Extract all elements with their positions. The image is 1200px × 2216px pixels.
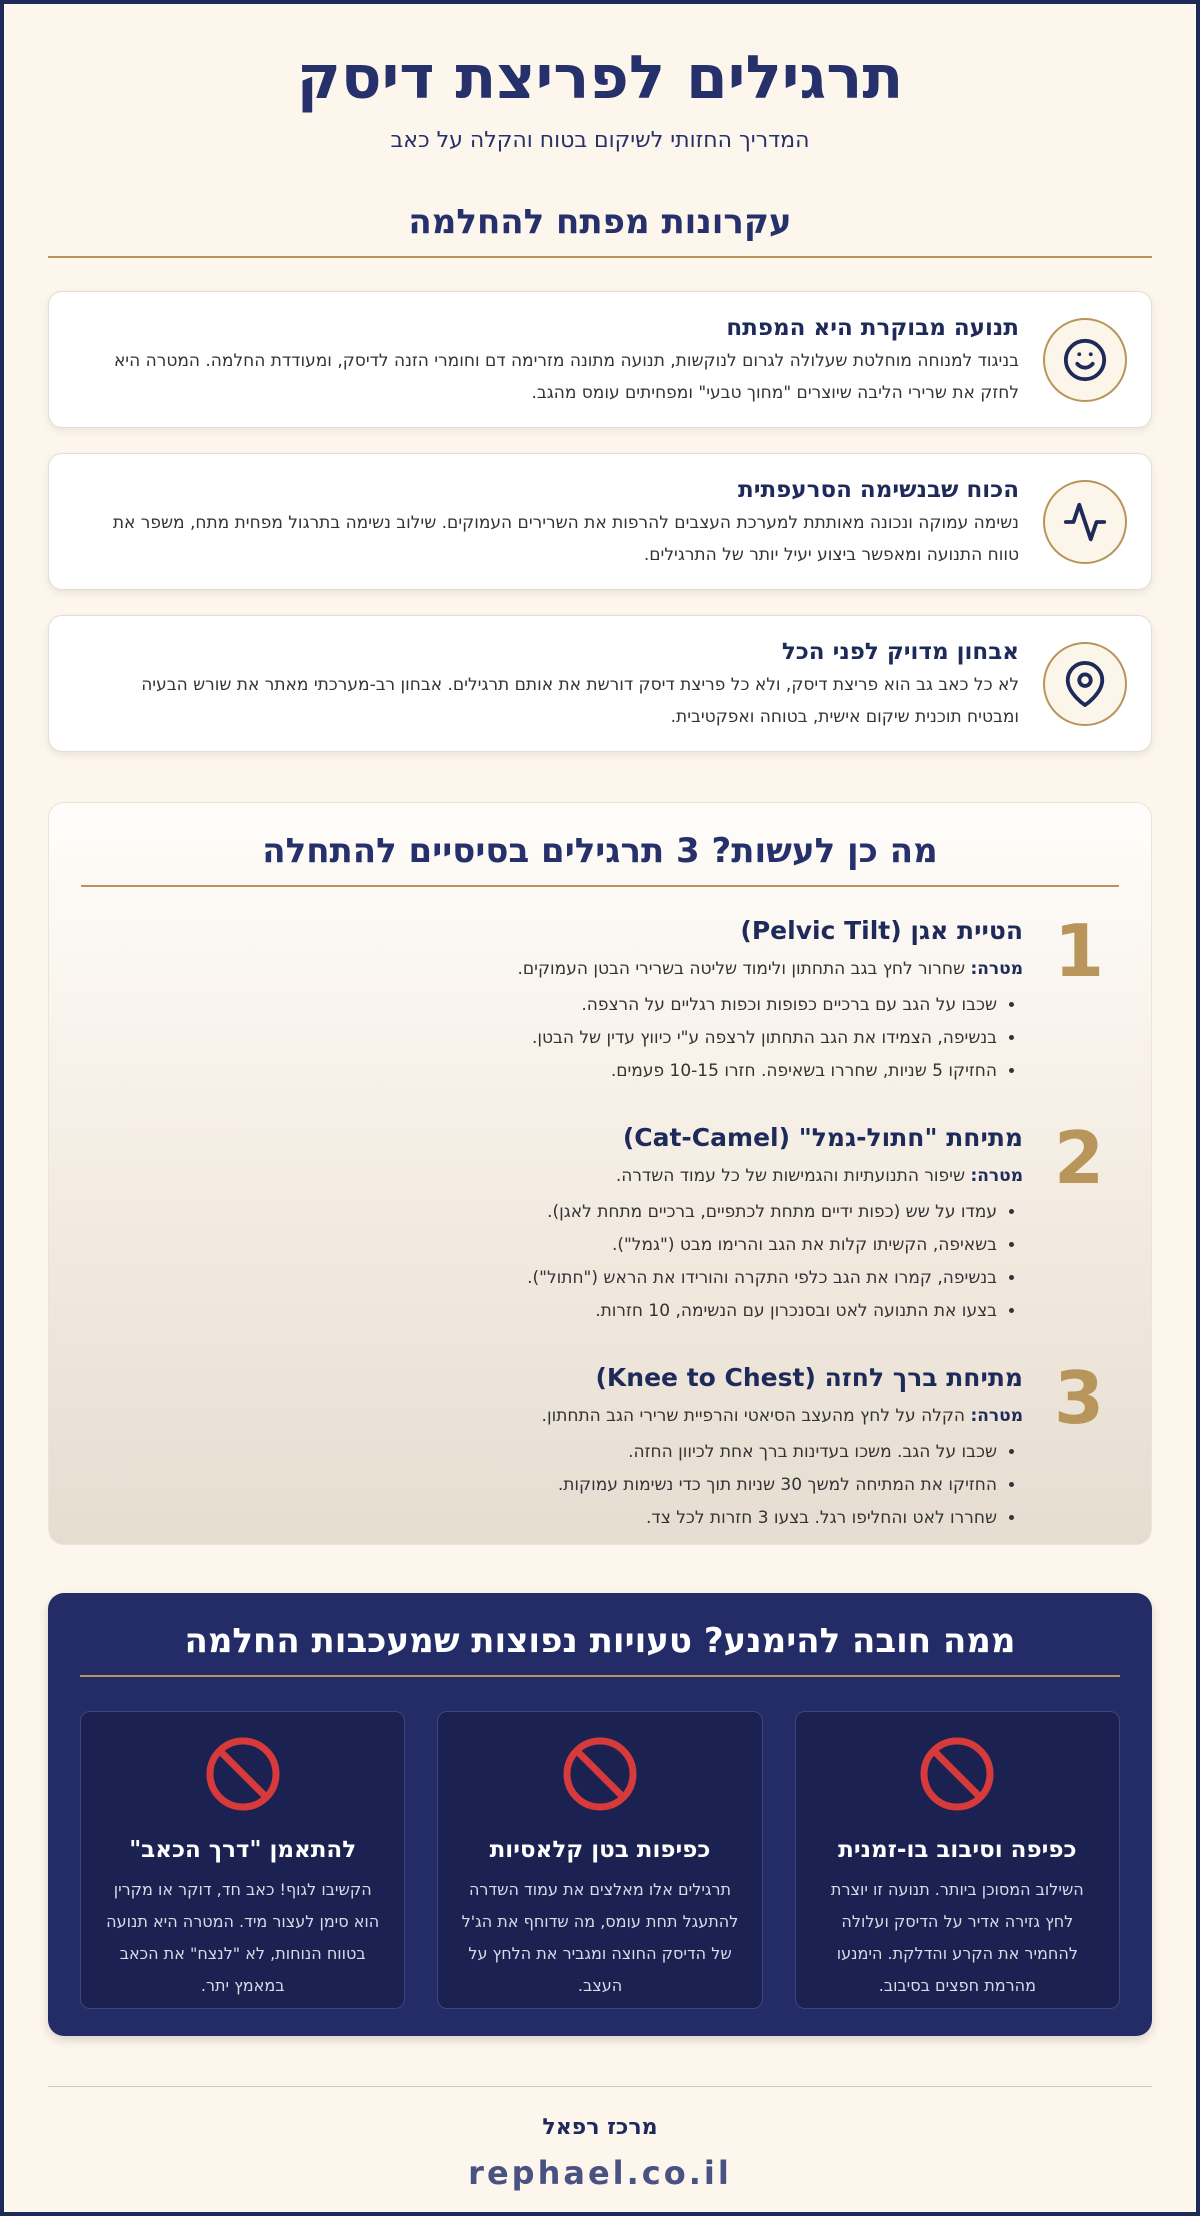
mistakes-section bbox=[48, 1593, 1152, 2036]
footer-divider bbox=[48, 2086, 1152, 2087]
exercise-number: 1 bbox=[1053, 909, 1105, 993]
page-subtitle: המדריך החזותי לשיקום בטוח והקלה על כאב bbox=[390, 128, 810, 153]
principle-card bbox=[48, 291, 1152, 428]
footer-website-link[interactable]: rephael.co.il bbox=[468, 2154, 732, 2192]
list-item: • שכבו על הגב. משכו בעדינות ברך אחת לכיוון החזה. bbox=[81, 1436, 997, 1469]
divider bbox=[48, 256, 1152, 258]
list-item: • החזיקו את המתיחה למשך 30 שניות תוך כדי נשימות עמוקות. bbox=[81, 1469, 997, 1502]
ban-icon bbox=[818, 1736, 1097, 1812]
mistake-card bbox=[437, 1711, 762, 2009]
location-pin-icon bbox=[1043, 642, 1127, 726]
list-item: • שחררו לאט והחליפו רגל. בצעו 3 חזרות לכל צד. bbox=[81, 1502, 997, 1535]
exercise-steps bbox=[81, 989, 1023, 1088]
list-item: • בשאיפה, הקשיתו קלות את הגב והרימו מבט ("גמל"). bbox=[81, 1229, 997, 1262]
mistake-title: להתאמן "דרך הכאב" bbox=[129, 1837, 357, 1863]
principle-body: לא כל כאב גב הוא פריצת דיסק, ולא כל פריצת דיסק דורשת את אותם תרגילים. אבחון רב-מערכתי מאתר את שורש הבעיה ומבטיח תוכנית שיקום אישית, בטוחה ואפקטיבית. bbox=[141, 674, 1019, 727]
divider bbox=[81, 885, 1119, 887]
mistake-body: הקשיבו לגוף! כאב חד, דוקר או מקרין הוא סימן לעצור מיד. המטרה היא תנועה בטווח הנוחות, לא "לנצח" את הכאב במאמץ יתר. bbox=[106, 1880, 380, 1995]
exercise-goal bbox=[81, 1402, 1023, 1430]
pulse-icon bbox=[1043, 480, 1127, 564]
goal-label: מטרה: bbox=[970, 1166, 1023, 1186]
mistake-card bbox=[795, 1711, 1120, 2009]
exercise-number: 3 bbox=[1053, 1356, 1105, 1440]
goal-label: מטרה: bbox=[970, 959, 1023, 979]
list-item: • עמדו על שש (כפות ידיים מתחת לכתפיים, ברכיים מתחת לאגן). bbox=[81, 1196, 997, 1229]
mistake-title: כפיפות בטן קלאסיות bbox=[489, 1837, 711, 1863]
exercise-steps bbox=[81, 1436, 1023, 1535]
mistakes-heading: ממה חובה להימנע? טעויות נפוצות שמעכבות החלמה bbox=[184, 1621, 1016, 1661]
goal-text: שיפור התנועתיות והגמישות של כל עמוד השדרה. bbox=[615, 1166, 966, 1186]
page-title: תרגילים לפריצת דיסק bbox=[296, 43, 904, 113]
goal-label: מטרה: bbox=[970, 1406, 1023, 1426]
mistake-card bbox=[80, 1711, 405, 2009]
exercise-title: מתיחת "חתול-גמל" (Cat-Camel) bbox=[622, 1123, 1023, 1152]
ban-icon bbox=[460, 1736, 739, 1812]
goal-text: הקלה על לחץ מהעצב הסיאטי והרפיית שרירי הגב התחתון. bbox=[541, 1406, 966, 1426]
smile-icon bbox=[1043, 318, 1127, 402]
mistake-title: כפיפה וסיבוב בו-זמנית bbox=[838, 1837, 1077, 1863]
exercise-title: מתיחת ברך לחזה (Knee to Chest) bbox=[595, 1363, 1023, 1392]
exercise-goal bbox=[81, 955, 1023, 983]
principle-body: בניגוד למנוחה מוחלטת שעלולה לגרום לנוקשות, תנועה מתונה מזרימה דם וחומרי הזנה לדיסק, ומעודדת החלמה. המטרה היא לחזק את שרירי הליבה שיוצרים "מחוך טבעי" ומפחיתים עומס מהגב. bbox=[113, 350, 1019, 403]
mistake-body: השילוב המסוכן ביותר. תנועה זו יוצרת לחץ גזירה אדיר על הדיסק ועלולה להחמיר את הקרע והדלקת. הימנעו מהרמת חפצים בסיבוב. bbox=[830, 1880, 1084, 1995]
footer-org-name: מרכז רפאל bbox=[542, 2115, 658, 2140]
divider bbox=[80, 1675, 1120, 1677]
exercise-item bbox=[81, 1356, 1119, 1535]
list-item: • בנשיפה, הצמידו את הגב התחתון לרצפה ע"י כיווץ עדין של הבטן. bbox=[81, 1022, 997, 1055]
principle-title: הכוח שבנשימה הסרעפתית bbox=[737, 476, 1019, 503]
principle-title: תנועה מבוקרת היא המפתח bbox=[726, 314, 1019, 341]
ban-icon bbox=[103, 1736, 382, 1812]
goal-text: שחרור לחץ בגב התחתון ולימוד שליטה בשרירי הבטן העמוקים. bbox=[517, 959, 966, 979]
mistake-body: תרגילים אלו מאלצים את עמוד השדרה להתעגל תחת עומס, מה שדוחף את הג'ל של הדיסק החוצה ומגביר את הלחץ על העצב. bbox=[461, 1880, 739, 1995]
principle-card bbox=[48, 615, 1152, 752]
principle-title: אבחון מדויק לפני הכל bbox=[781, 638, 1019, 665]
list-item: • בצעו את התנועה לאט ובסנכרון עם הנשימה, 10 חזרות. bbox=[81, 1295, 997, 1328]
exercise-title: הטיית אגן (Pelvic Tilt) bbox=[740, 916, 1023, 945]
list-item: • בנשיפה, קמרו את הגב כלפי התקרה והורידו את הראש ("חתול"). bbox=[81, 1262, 997, 1295]
principles-heading: עקרונות מפתח להחלמה bbox=[408, 202, 792, 242]
exercise-goal bbox=[81, 1162, 1023, 1190]
exercises-heading: מה כן לעשות? 3 תרגילים בסיסיים להתחלה bbox=[262, 831, 938, 871]
exercise-number: 2 bbox=[1053, 1116, 1105, 1200]
principle-body: נשימה עמוקה ונכונה מאותתת למערכת העצבים להרפות את השרירים העמוקים. שילוב נשימה בתרגול מפחית מתח, משפר את טווח התנועה ומאפשר ביצוע יעיל יותר של התרגילים. bbox=[112, 512, 1019, 565]
exercises-section bbox=[48, 802, 1152, 1545]
exercise-item bbox=[81, 1116, 1119, 1328]
exercise-item bbox=[81, 909, 1119, 1088]
list-item: • שכבו על הגב עם ברכיים כפופות וכפות רגליים על הרצפה. bbox=[81, 989, 997, 1022]
list-item: • החזיקו 5 שניות, שחררו בשאיפה. חזרו 10-15 פעמים. bbox=[81, 1055, 997, 1088]
principle-card bbox=[48, 453, 1152, 590]
exercise-steps bbox=[81, 1196, 1023, 1328]
